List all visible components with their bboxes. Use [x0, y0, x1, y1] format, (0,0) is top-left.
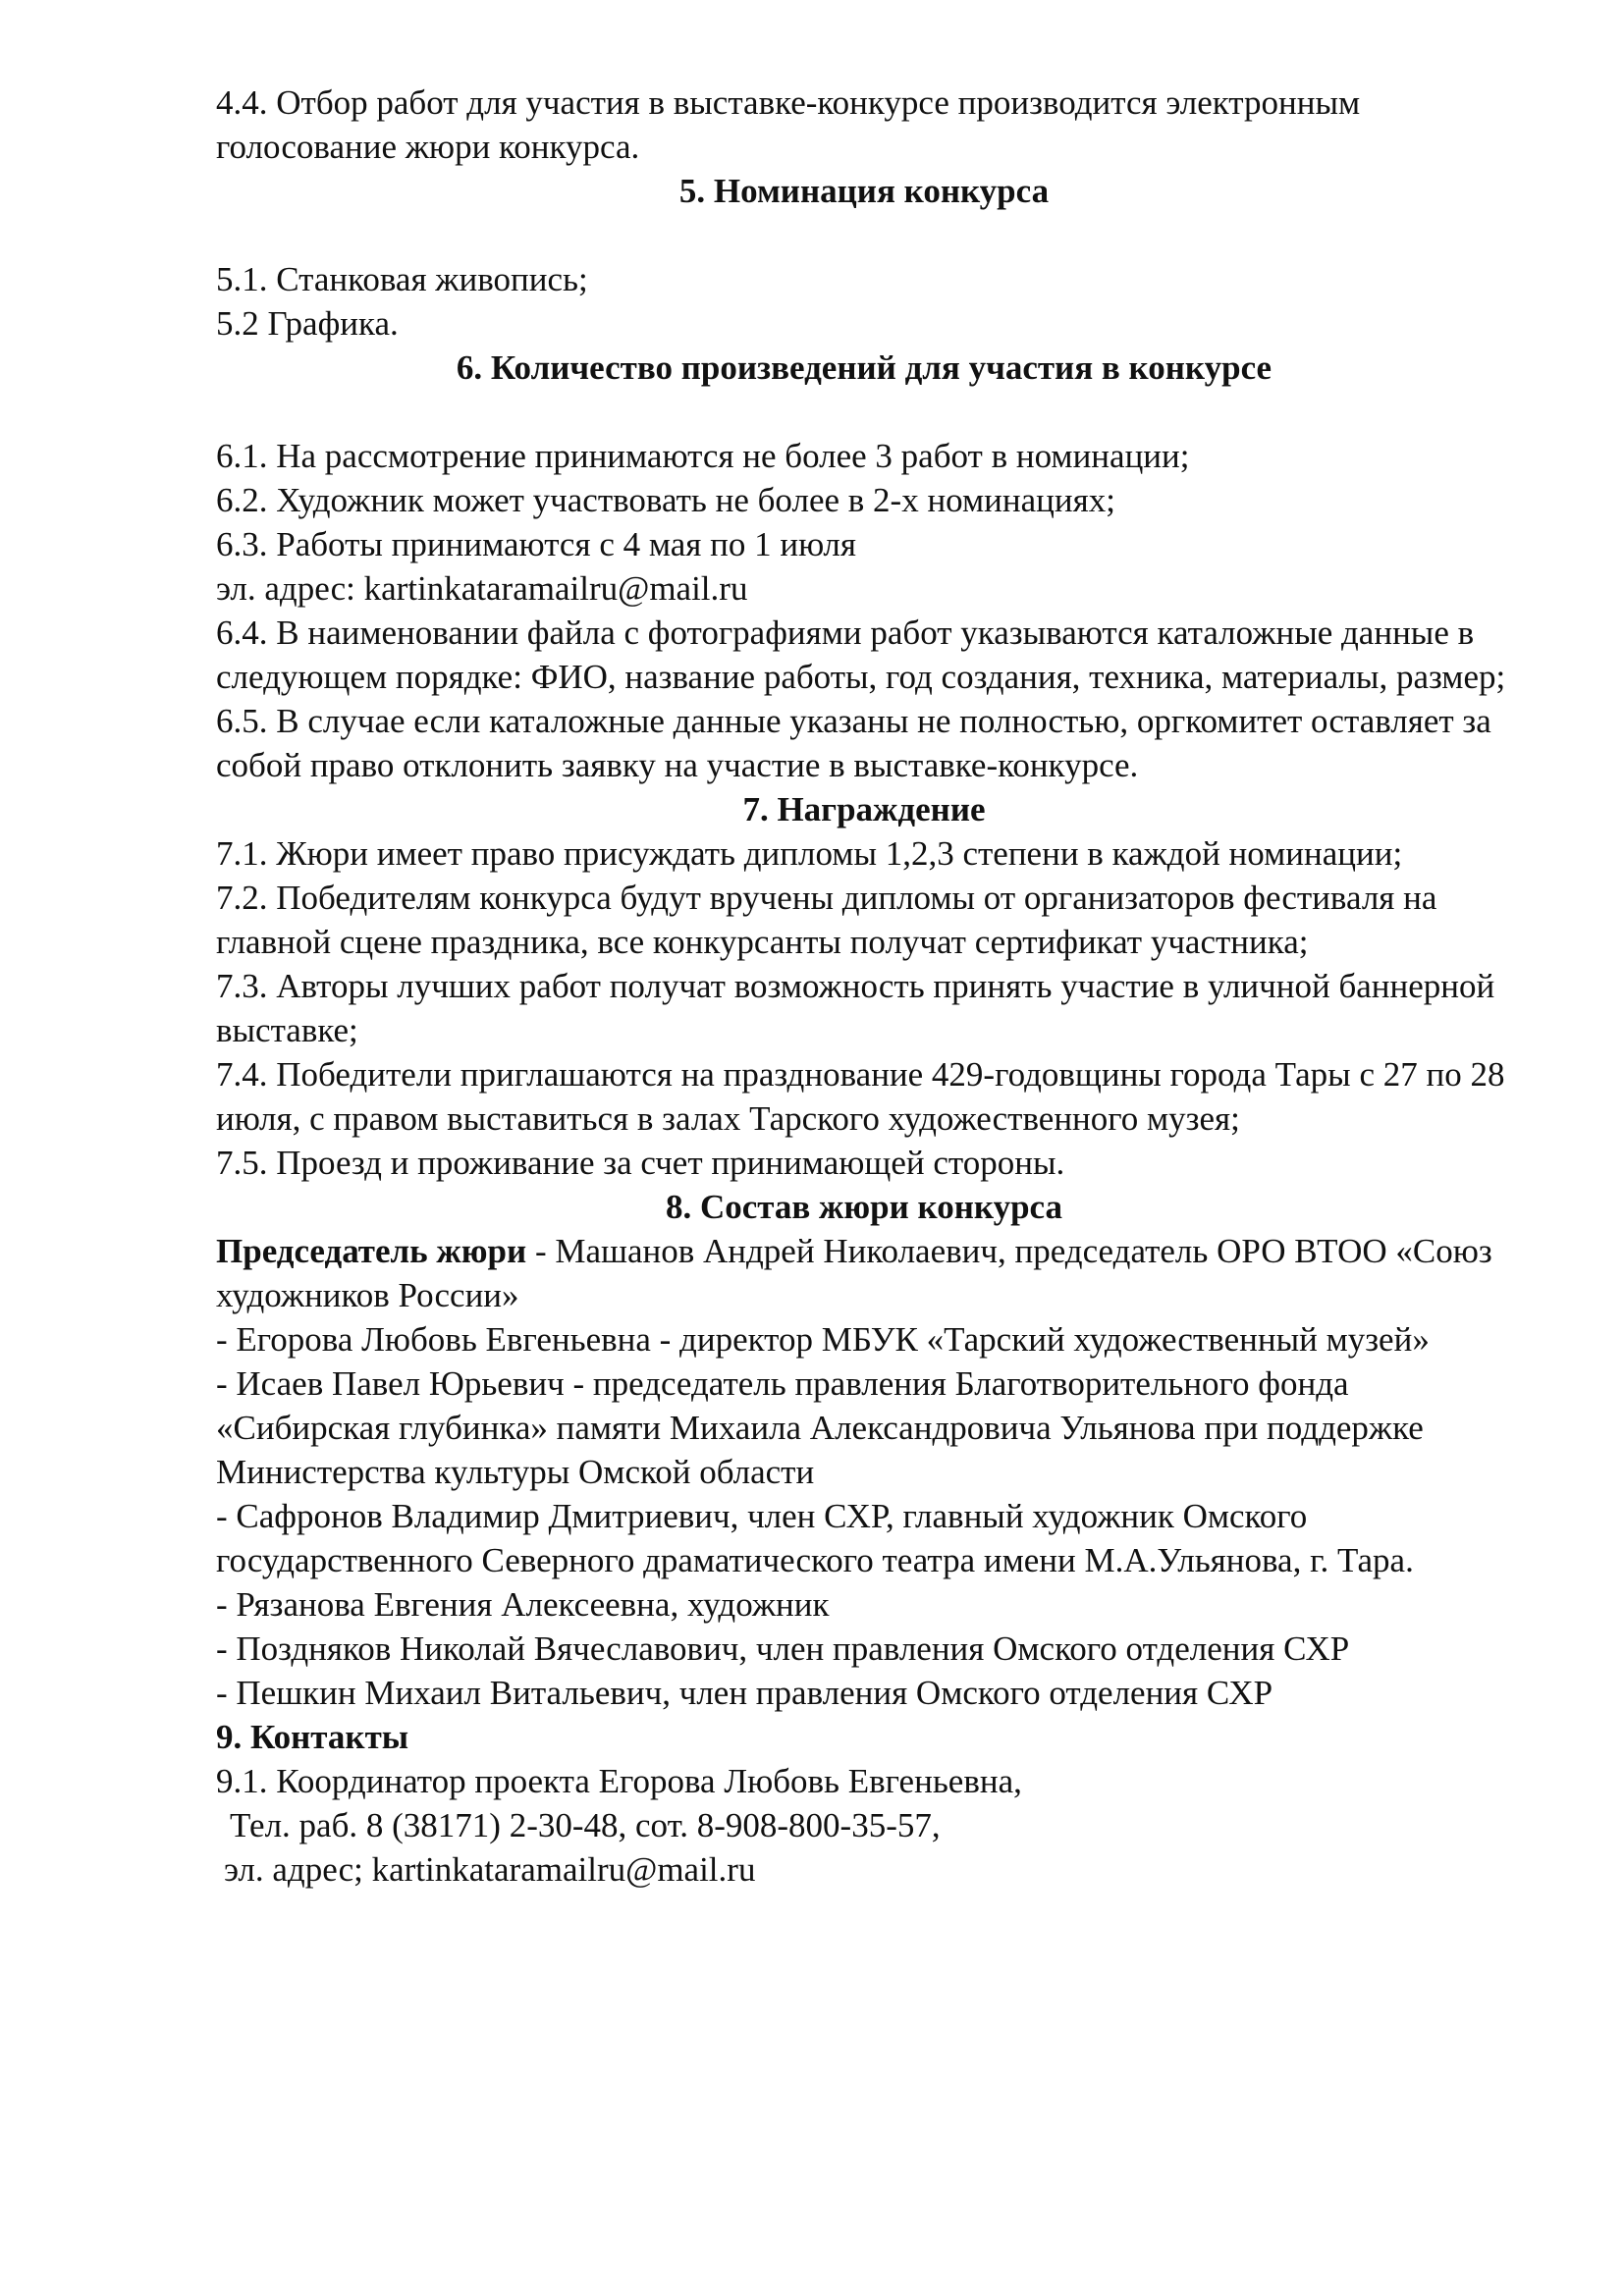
- paragraph-6-2: 6.2. Художник может участвовать не более в 2-х номинациях;: [216, 481, 1115, 519]
- paragraph-5-1: 5.1. Станковая живопись;: [216, 260, 588, 298]
- paragraph-7-1: 7.1. Жюри имеет право присуждать дипломы 1,2,3 степени в каждой номинации;: [216, 834, 1403, 873]
- paragraph-7-4: 7.4. Победители приглашаются на празднование 429-годовщины города Тары с 27 по 28 июля, с правом выставиться в залах Тарского художественного музея;: [216, 1055, 1505, 1138]
- jury-member: - Поздняков Николай Вячеславович, член правления Омского отделения СХР: [216, 1629, 1350, 1668]
- jury-member: - Пешкин Михаил Витальевич, член правления Омского отделения СХР: [216, 1674, 1273, 1712]
- paragraph-6-3: 6.3. Работы принимаются с 4 мая по 1 июля: [216, 525, 856, 563]
- jury-chair-text: - Машанов Андрей Николаевич, председатель ОРО ВТОО «Союз художников России»: [216, 1232, 1492, 1314]
- heading-awards: 7. Награждение: [742, 790, 986, 828]
- paragraph-7-5: 7.5. Проезд и проживание за счет принимающей стороны.: [216, 1144, 1065, 1182]
- heading-jury: 8. Состав жюри конкурса: [665, 1188, 1063, 1226]
- jury-member: - Рязанова Евгения Алексеевна, художник: [216, 1585, 830, 1624]
- paragraph-5-2: 5.2 Графика.: [216, 304, 399, 343]
- heading-works-count: 6. Количество произведений для участия в конкурсе: [456, 348, 1272, 387]
- paragraph-6-5: 6.5. В случае если каталожные данные указаны не полностью, оргкомитет оставляет за собой право отклонить заявку на участие в выставке-конкурсе.: [216, 702, 1491, 784]
- contact-phone: Тел. раб. 8 (38171) 2-30-48, сот. 8-908-800-35-57,: [230, 1806, 941, 1844]
- jury-chair-label: Председатель жюри: [216, 1232, 527, 1270]
- jury-member: - Сафронов Владимир Дмитриевич, член СХР, главный художник Омского государственного Северного драматического театра имени М.А.Ульянова, г. Тара.: [216, 1497, 1414, 1579]
- jury-chair: [216, 1229, 1512, 1317]
- paragraph-7-3: 7.3. Авторы лучших работ получат возможность принять участие в уличной баннерной выставке;: [216, 967, 1495, 1049]
- paragraph-4-4: 4.4. Отбор работ для участия в выставке-конкурсе производится электронным голосование жюри конкурса.: [216, 83, 1361, 166]
- paragraph-6-4: 6.4. В наименовании файла с фотографиями работ указываются каталожные данные в следующем порядке: ФИО, название работы, год создания, техника, материалы, размер;: [216, 614, 1506, 696]
- email-line: эл. адрес: kartinkataramailru@mail.ru: [216, 569, 748, 608]
- contact-email: эл. адрес; kartinkataramailru@mail.ru: [224, 1850, 756, 1889]
- paragraph-9-1: 9.1. Координатор проекта Егорова Любовь Евгеньевна,: [216, 1762, 1022, 1800]
- heading-contacts: 9. Контакты: [216, 1718, 409, 1756]
- paragraph-7-2: 7.2. Победителям конкурса будут вручены дипломы от организаторов фестиваля на главной сцене праздника, все конкурсанты получат сертификат участника;: [216, 879, 1437, 961]
- paragraph-6-1: 6.1. На рассмотрение принимаются не более 3 работ в номинации;: [216, 437, 1190, 475]
- document-page: [216, 80, 1512, 1892]
- jury-member: - Исаев Павел Юрьевич - председатель правления Благотворительного фонда «Сибирская глубинка» памяти Михаила Александровича Ульянова при поддержке Министерства культуры Омской области: [216, 1364, 1424, 1491]
- heading-nominations: 5. Номинация конкурса: [678, 172, 1050, 210]
- jury-member: - Егорова Любовь Евгеньевна - директор МБУК «Тарский художественный музей»: [216, 1320, 1430, 1359]
